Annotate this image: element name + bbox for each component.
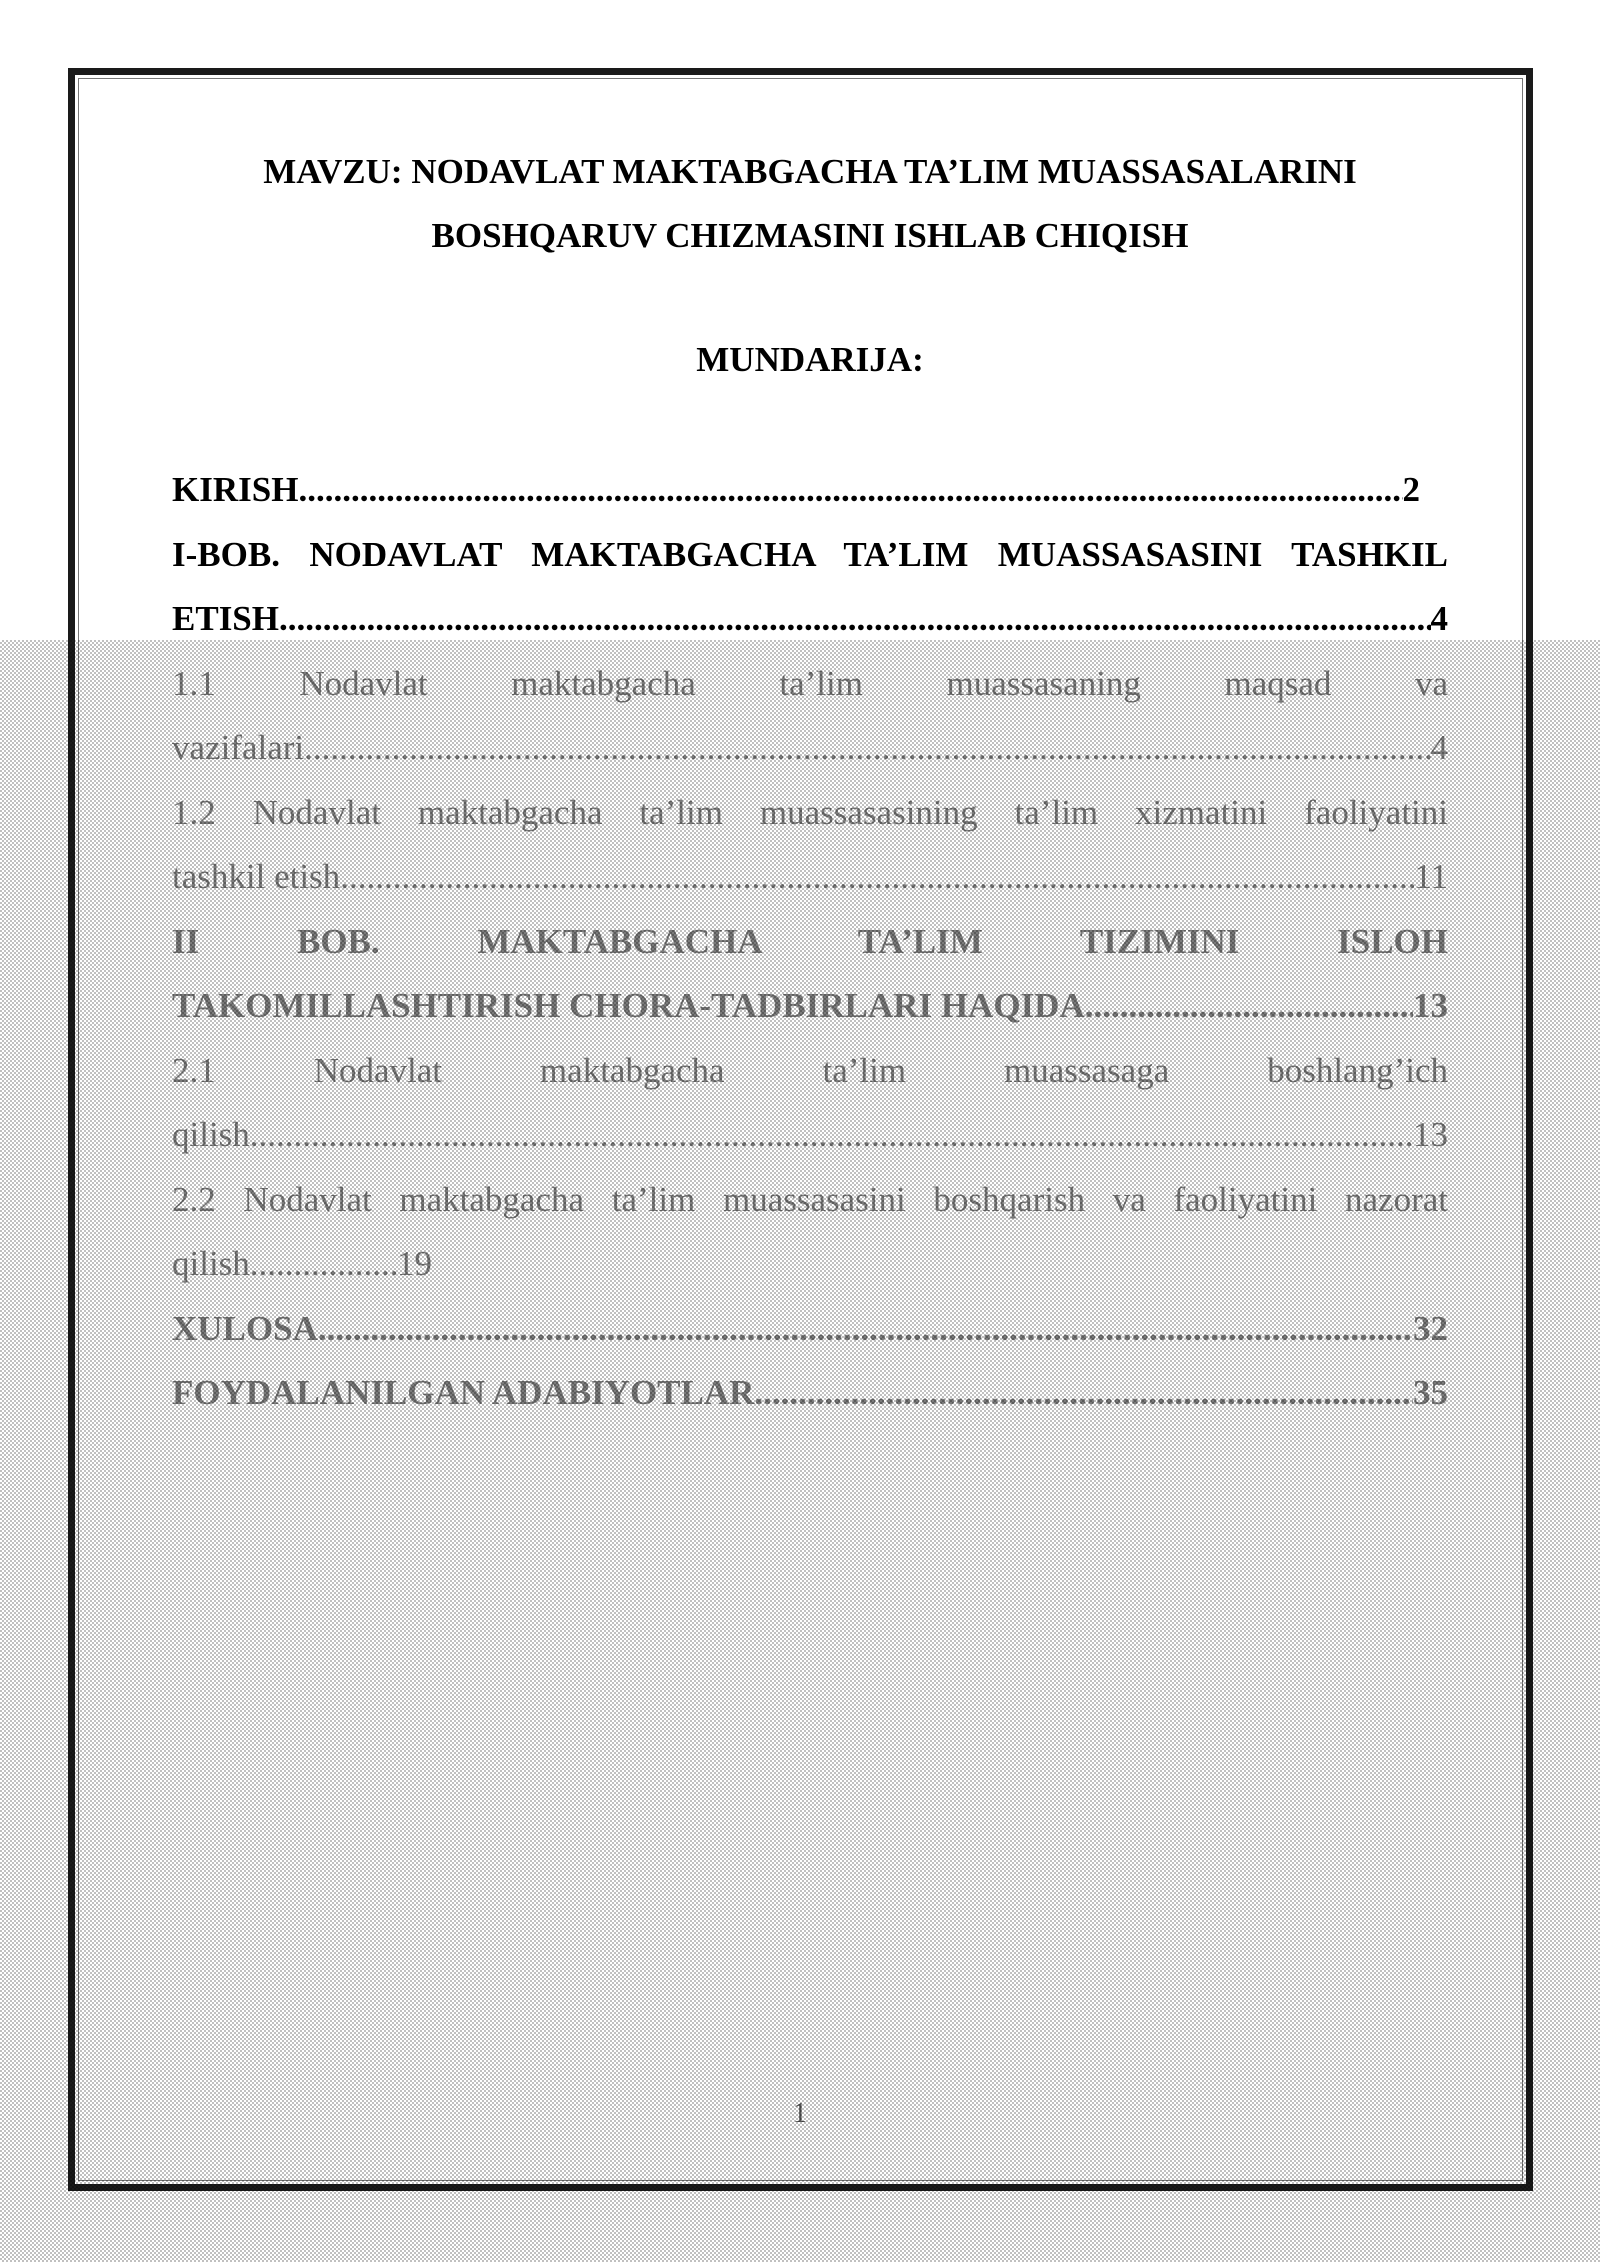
toc-leader-dots	[304, 716, 1430, 781]
toc-entry-label-continued: ETISH	[172, 599, 279, 638]
toc-leader-dots	[298, 458, 1402, 523]
toc-entry-page: 32	[1413, 1308, 1448, 1348]
toc-line	[172, 458, 1448, 523]
toc-entry-chapter-2[interactable]	[172, 910, 1448, 1039]
toc-entry-page: 11	[1414, 857, 1448, 896]
toc-entry-kirish[interactable]	[172, 458, 1448, 523]
toc-leader-dots	[318, 1297, 1413, 1362]
toc-entry-label: FOYDALANILGAN ADABIYOTLAR	[172, 1373, 755, 1412]
document-body	[172, 140, 1448, 1426]
toc-line	[172, 1103, 1448, 1168]
toc-entry-section-1-1[interactable]	[172, 652, 1448, 781]
toc-entry-label: XULOSA	[172, 1308, 318, 1348]
toc-entry-xulosa[interactable]	[172, 1297, 1448, 1362]
toc-entry-section-2-1[interactable]	[172, 1039, 1448, 1168]
toc-entry-chapter-1[interactable]	[172, 523, 1448, 652]
toc-entry-label: 1.1 Nodavlat maktabgacha ta’lim muassasaning maqsad va	[172, 663, 1448, 703]
toc-line	[172, 1232, 432, 1297]
document-title-line-1: MAVZU: NODAVLAT MAKTABGACHA TA’LIM MUASSASALARINI	[263, 152, 1357, 191]
toc-entry-label: II BOB. MAKTABGACHA TA’LIM TIZIMINI ISLOH	[172, 921, 1448, 961]
toc-entry-label-continued: qilish	[172, 1115, 250, 1154]
toc-entry-page: 13	[1413, 986, 1448, 1025]
toc-line	[172, 1297, 1448, 1362]
table-of-contents	[172, 458, 1448, 1426]
toc-line	[172, 716, 1448, 781]
toc-leader-dots	[279, 587, 1431, 652]
toc-leader-dots	[754, 1361, 1413, 1426]
toc-entry-label: I-BOB. NODAVLAT MAKTABGACHA TA’LIM MUASSASASINI TASHKIL	[172, 534, 1448, 574]
toc-entry-label-continued: TAKOMILLASHTIRISH CHORA-TADBIRLARI HAQIDA	[172, 986, 1085, 1025]
toc-leader-dots	[250, 1232, 397, 1297]
toc-entry-label: 2.1 Nodavlat maktabgacha ta’lim muassasaga boshlang’ich	[172, 1050, 1448, 1090]
page-number: 1	[793, 2098, 807, 2129]
document-title-line-2: BOSHQARUV CHIZMASINI ISHLAB CHIQISH	[431, 216, 1189, 255]
toc-line	[172, 974, 1448, 1039]
toc-entry-page: 4	[1430, 728, 1448, 767]
toc-line	[172, 1361, 1448, 1426]
toc-entry-page: 35	[1413, 1373, 1448, 1412]
toc-line	[172, 845, 1448, 910]
toc-entry-section-1-2[interactable]	[172, 781, 1448, 910]
toc-entry-page: 4	[1430, 599, 1448, 638]
toc-entry-label: KIRISH	[172, 470, 299, 509]
toc-heading: MUNDARIJA:	[696, 340, 924, 379]
toc-entry-label-continued: vazifalari	[172, 728, 305, 767]
toc-entry-page: 19	[397, 1244, 432, 1283]
toc-entry-section-2-2[interactable]	[172, 1168, 1448, 1297]
toc-entry-page: 2	[1402, 470, 1420, 509]
toc-leader-dots	[1085, 974, 1413, 1039]
toc-entry-label: 2.2 Nodavlat maktabgacha ta’lim muassasasini boshqarish va faoliyatini nazorat	[172, 1179, 1448, 1219]
toc-entry-adabiyotlar[interactable]	[172, 1361, 1448, 1426]
toc-leader-dots	[250, 1103, 1413, 1168]
toc-line	[172, 587, 1448, 652]
toc-entry-label-continued: tashkil etish	[172, 857, 341, 896]
toc-leader-dots	[340, 845, 1414, 910]
toc-entry-page: 13	[1413, 1115, 1448, 1154]
toc-entry-label-continued: qilish	[172, 1244, 250, 1283]
toc-entry-label: 1.2 Nodavlat maktabgacha ta’lim muassasasining ta’lim xizmatini faoliyatini	[172, 792, 1448, 832]
